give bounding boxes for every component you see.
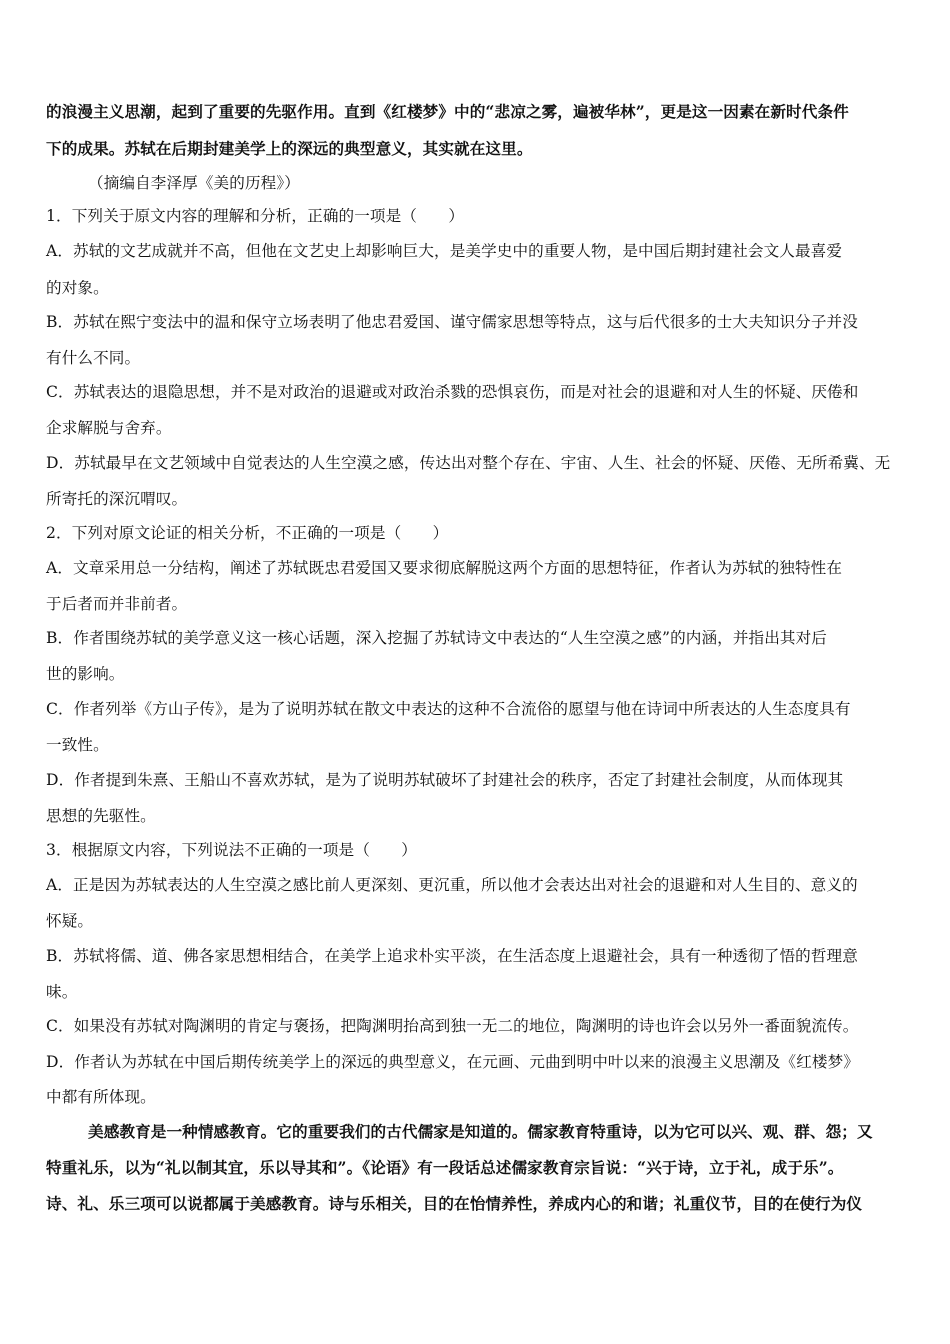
passage-tail-line-1: 的浪漫主义思潮，起到了重要的先驱作用。直到《红楼梦》中的“悲凉之雾，遍被华林”，更是这一因素在新时代条件	[46, 102, 849, 121]
q1-option-a-line-1: A．苏轼的文艺成就并不高，但他在文艺史上却影响巨大，是美学史中的重要人物，是中国后期封建社会文人最喜爱	[46, 242, 843, 260]
q2-option-b-line-1: B．作者围绕苏轼的美学意义这一核心话题，深入挖掘了苏轼诗文中表达的“人生空漠之感”的内涵，并指出其对后	[46, 629, 828, 647]
q2-option-a-line-2: 于后者而并非前者。	[46, 595, 188, 613]
q3-option-c-line-1: C．如果没有苏轼对陶渊明的肯定与褒扬，把陶渊明抬高到独一无二的地位，陶渊明的诗也许会以另外一番面貌流传。	[46, 1017, 859, 1035]
q1-option-c-line-1: C．苏轼表达的退隐思想，并不是对政治的退避或对政治杀戮的恐惧哀伤，而是对社会的退避和对人生的怀疑、厌倦和	[46, 383, 859, 401]
q1-option-b-line-1: B．苏轼在熙宁变法中的温和保守立场表明了他忠君爱国、谨守儒家思想等特点，这与后代很多的士大夫知识分子并没	[46, 313, 858, 331]
q2-option-b-line-2: 世的影响。	[46, 665, 125, 683]
q1-option-d-line-2: 所寄托的深沉喟叹。	[46, 490, 188, 508]
q3-option-b-line-2: 味。	[46, 983, 78, 1001]
q3-option-a-line-1: A．正是因为苏轼表达的人生空漠之感比前人更深刻、更沉重，所以他才会表达出对社会的退避和对人生目的、意义的	[46, 876, 858, 894]
q2-option-d-line-2: 思想的先驱性。	[46, 807, 156, 825]
q3-option-a-line-2: 怀疑。	[46, 912, 94, 930]
q1-option-b-line-2: 有什么不同。	[46, 349, 141, 367]
question-2-stem: 2．下列对原文论证的相关分析，不正确的一项是（ ）	[46, 524, 449, 542]
question-1-stem: 1．下列关于原文内容的理解和分析，正确的一项是（ ）	[46, 207, 465, 225]
q2-option-d-line-1: D．作者提到朱熹、王船山不喜欢苏轼，是为了说明苏轼破坏了封建社会的秩序，否定了封建社会制度，从而体现其	[46, 771, 844, 789]
next-passage-line-3: 诗、礼、乐三项可以说都属于美感教育。诗与乐相关，目的在怡情养性，养成内心的和谐；礼重仪节，目的在使行为仪	[46, 1194, 863, 1213]
q3-option-d-line-1: D．作者认为苏轼在中国后期传统美学上的深远的典型意义，在元画、元曲到明中叶以来的浪漫主义思潮及《红楼梦》	[46, 1053, 859, 1071]
q2-option-c-line-2: 一致性。	[46, 736, 109, 754]
passage-source: （摘编自李泽厚《美的历程》）	[88, 174, 300, 192]
q2-option-a-line-1: A．文章采用总一分结构，阐述了苏轼既忠君爱国又要求彻底解脱这两个方面的思想特征，作者认为苏轼的独特性在	[46, 559, 843, 577]
question-3-stem: 3．根据原文内容，下列说法不正确的一项是（ ）	[46, 841, 417, 859]
next-passage-line-1: 美感教育是一种情感教育。它的重要我们的古代儒家是知道的。儒家教育特重诗，以为它可以兴、观、群、怨；又	[88, 1122, 873, 1141]
q1-option-d-line-1: D．苏轼最早在文艺领域中自觉表达的人生空漠之感，传达出对整个存在、宇宙、人生、社会的怀疑、厌倦、无所希冀、无	[46, 454, 891, 472]
passage-tail-line-2: 下的成果。苏轼在后期封建美学上的深远的典型意义，其实就在这里。	[46, 139, 533, 158]
next-passage-line-2: 特重礼乐，以为“礼以制其宜，乐以导其和”。《论语》有一段话总述儒家教育宗旨说：“兴于诗，立于礼，成于乐”。	[46, 1158, 844, 1177]
q3-option-d-line-2: 中都有所体现。	[46, 1088, 156, 1106]
q2-option-c-line-1: C．作者列举《方山子传》，是为了说明苏轼在散文中表达的这种不合流俗的愿望与他在诗词中所表达的人生态度具有	[46, 700, 851, 718]
q3-option-b-line-1: B．苏轼将儒、道、佛各家思想相结合，在美学上追求朴实平淡，在生活态度上退避社会，具有一种透彻了悟的哲理意	[46, 947, 858, 965]
q1-option-a-line-2: 的对象。	[46, 279, 109, 297]
q1-option-c-line-2: 企求解脱与舍弃。	[46, 419, 172, 437]
